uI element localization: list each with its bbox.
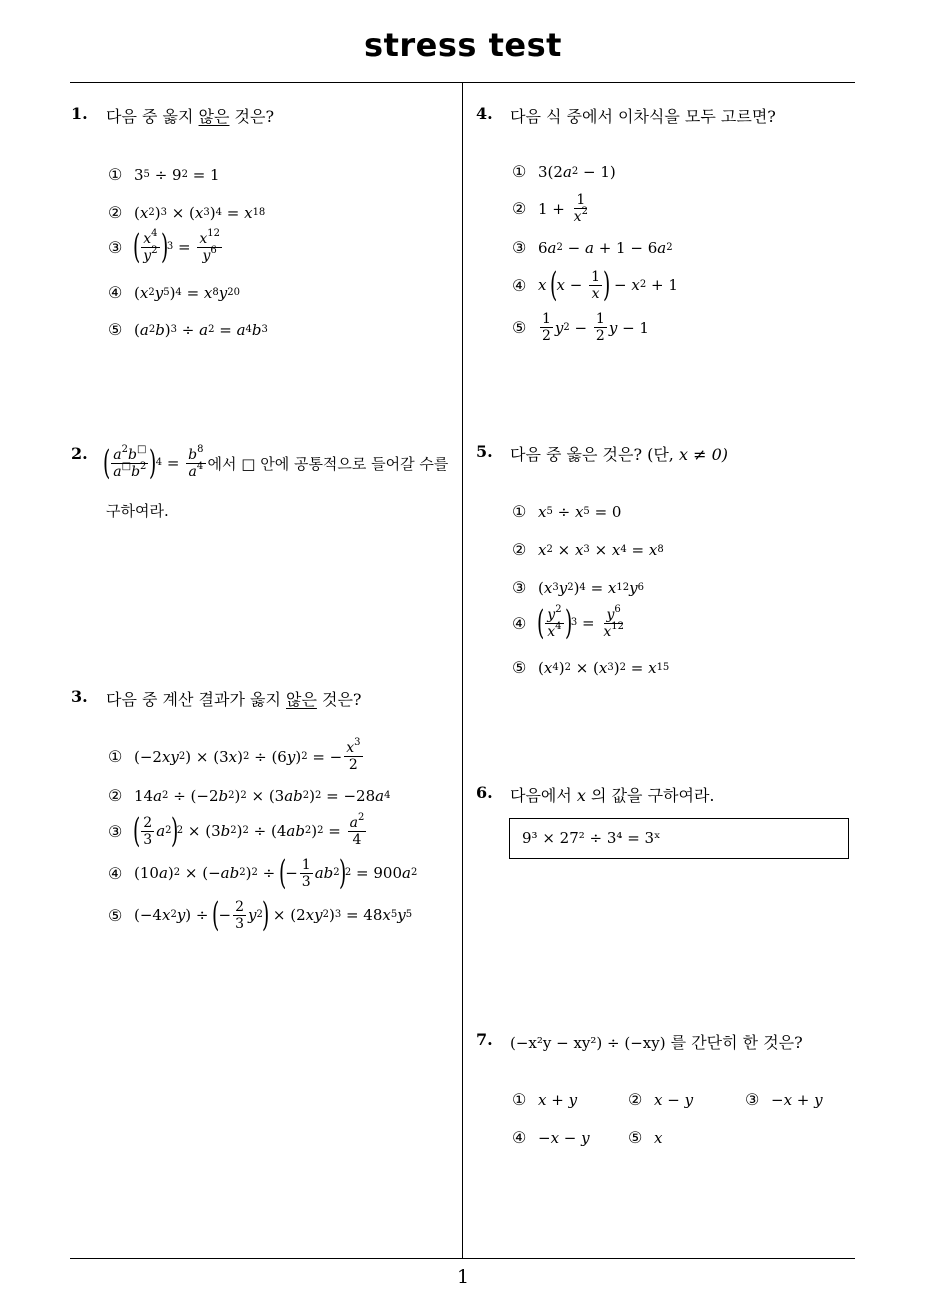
- question-number: 2.: [71, 444, 88, 463]
- question-text: 다음에서 x 의 값을 구하여라.: [510, 786, 715, 805]
- option-5: ⑤ ( a 2 b ) 3 ÷ a 2 = a 4 b 3: [108, 320, 268, 339]
- option-4: ④ ( x 2 y 5 ) 4 = x 8 y 20: [108, 283, 240, 302]
- option-2: ② x 2 × x 3 × x 4 = x 8: [512, 540, 664, 559]
- option-2: ② 14 a 2 ÷ (−2 b 2 ) 2 × (3 ab 2 ) 2 = −28 a 4: [108, 786, 391, 805]
- page-number: 1: [456, 1266, 470, 1288]
- question-text-line2: 구하여라.: [106, 502, 169, 520]
- option-3: ③ ( x 3 y 2 ) 4 = x 12 y 6: [512, 578, 644, 597]
- option-1: ① 3(2 a 2 − 1): [512, 162, 616, 181]
- column-divider: [462, 83, 463, 1259]
- question-text: 다음 중 옳은 것은? (단, x ≠ 0): [510, 445, 729, 464]
- question-number: 7.: [476, 1030, 493, 1049]
- question-number: 6.: [476, 783, 493, 802]
- option-1: ① x + y: [512, 1090, 578, 1109]
- option-3: ③ −x + y: [745, 1090, 823, 1109]
- question-text: 다음 식 중에서 이차식을 모두 고르면?: [510, 107, 776, 126]
- option-5: ⑤ $\frac{1}{2}$ y 2 − $\frac{1}{2}$ y − 1: [512, 311, 649, 344]
- question-text: 다음 중 옳지 않은 것은?: [106, 107, 275, 126]
- option-3: ③ ( $\frac{2}{3}$ a 2 ) 2 × (3 b 2 ) 2 ÷ (4 ab 2 ) 2 = $\frac{a^2}{4}$: [108, 811, 365, 851]
- option-3: ③ ( $\frac{x^4}{y^2}$ ) 3 = $\frac{x^{12}}{y^6}$: [108, 227, 220, 267]
- option-1: ① 3 5 ÷ 9 2 = 1: [108, 165, 220, 184]
- option-3: ③ 6 a 2 − a + 1 − 6 a 2: [512, 238, 673, 257]
- option-5: ⑤ x: [628, 1128, 663, 1147]
- equation-text: 9³ × 27² ÷ 3⁴ = 3ˣ: [522, 829, 661, 847]
- option-5: ⑤ (−4 x 2 y ) ÷ ( − $\frac{2}{3}$ y 2 ) × (2 xy 2 ) 3 = 48 x 5 y 5: [108, 895, 413, 935]
- option-2: ② x − y: [628, 1090, 694, 1109]
- option-4: ④ x ( x − $\frac{1}{x}$ ) − x 2 + 1: [512, 265, 678, 305]
- option-1: ① (−2 xy 2 ) × (3 x ) 2 ÷ (6 y ) 2 = − $\frac{x^3}{2}$: [108, 737, 361, 773]
- question-number: 1.: [71, 104, 88, 123]
- page-title: stress test: [364, 26, 562, 64]
- question-number: 3.: [71, 687, 88, 706]
- equation-box: [509, 818, 849, 859]
- question-text: 다음 중 계산 결과가 옳지 않은 것은?: [106, 690, 362, 709]
- option-2: ② 1 + $\frac{1}{x^2}$: [512, 192, 588, 225]
- question-text: (−x²y − xy²) ÷ (−xy) 를 간단히 한 것은?: [510, 1033, 803, 1052]
- footer-rule: [70, 1258, 855, 1259]
- option-4: ④ ( $\frac{y^2}{x^4}$ ) 3 = $\frac{y^6}{x^{12}}$: [512, 603, 624, 643]
- question-text: ( $\frac{a^2b^□}{a^□b^2}$ ) 4 = $\frac{b^8}{a^4}$ 에서 □ 안에 공통적으로 들어갈 수를: [102, 443, 449, 483]
- option-4: ④ (10 a ) 2 × (− ab 2 ) 2 ÷ ( − $\frac{1}{3}$ ab 2 ) 2 = 900 a 2: [108, 853, 418, 893]
- option-4: ④ −x − y: [512, 1128, 590, 1147]
- question-number: 5.: [476, 442, 493, 461]
- option-1: ① x 5 ÷ x 5 = 0: [512, 502, 622, 521]
- option-5: ⑤ ( x 4 ) 2 × ( x 3 ) 2 = x 15: [512, 658, 670, 677]
- option-2: ② ( x 2 ) 3 × ( x 3 ) 4 = x 18: [108, 203, 266, 222]
- question-number: 4.: [476, 104, 493, 123]
